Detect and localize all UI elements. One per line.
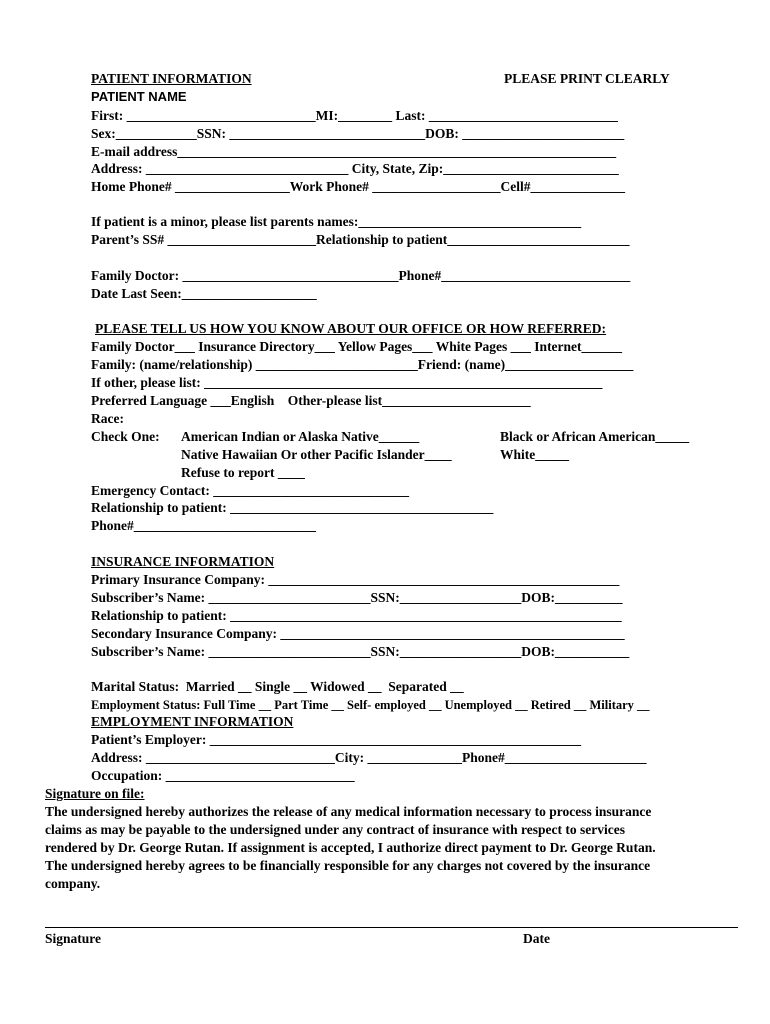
sex-ssn-dob-field[interactable]: Sex:____________SSN: _____________________________DOB: ________________________	[91, 126, 625, 141]
authorization-line: The undersigned hereby authorizes the release of any medical information necessary to process insurance	[45, 804, 652, 819]
marital-status-field[interactable]: Marital Status: Married __ Single __ Widowed __ Separated __	[91, 679, 464, 694]
check-one-label: Check One:	[91, 429, 160, 444]
authorization-line: The undersigned hereby agrees to be financially responsible for any charges not covered by the insurance	[45, 858, 651, 873]
date-last-seen-field[interactable]: Date Last Seen:____________________	[91, 286, 317, 301]
authorization-line: company.	[45, 876, 101, 891]
occupation-field[interactable]: Occupation: ____________________________	[91, 768, 355, 783]
race-option-white[interactable]: White_____	[500, 447, 569, 462]
insurance-heading: INSURANCE INFORMATION	[91, 554, 275, 569]
race-option-hawaiian[interactable]: Native Hawaiian Or other Pacific Islander____	[181, 447, 452, 462]
address-field[interactable]: Address: ______________________________ City, State, Zip:__________________________	[91, 161, 619, 176]
emergency-contact-field[interactable]: Emergency Contact: _____________________________	[91, 483, 409, 498]
relationship-field[interactable]: Relationship to patient: _______________________________________	[91, 500, 494, 515]
family-friend-field[interactable]: Family: (name/relationship) ________________________Friend: (name)___________________	[91, 357, 634, 372]
insurance-relationship-field[interactable]: Relationship to patient: __________________________________________________________	[91, 608, 622, 623]
employment-status-field[interactable]: Employment Status: Full Time __ Part Time __ Self- employed __ Unemployed __ Retired __ Military __	[91, 698, 650, 712]
race-option-refuse[interactable]: Refuse to report ____	[181, 465, 305, 480]
preferred-language-field[interactable]: Preferred Language ___English Other-please list______________________	[91, 393, 531, 408]
minor-parents-field[interactable]: If patient is a minor, please list parents names:_________________________________	[91, 214, 582, 229]
if-other-field[interactable]: If other, please list: ___________________________________________________________	[91, 375, 603, 390]
race-option-black[interactable]: Black or African American_____	[500, 429, 690, 444]
family-doctor-field[interactable]: Family Doctor: ________________________________Phone#____________________________	[91, 268, 631, 283]
signature-on-file-heading: Signature on file:	[45, 786, 145, 801]
patient-name-heading: PATIENT NAME	[91, 89, 187, 104]
subscriber-primary-field[interactable]: Subscriber’s Name: ________________________SSN:__________________DOB:__________	[91, 590, 623, 605]
employer-address-field[interactable]: Address: ____________________________City: ______________Phone#_____________________	[91, 750, 647, 765]
emergency-phone-field[interactable]: Phone#___________________________	[91, 518, 317, 533]
race-label: Race:	[91, 411, 124, 426]
signature-line[interactable]	[45, 927, 738, 928]
email-field[interactable]: E-mail address_________________________________________________________________	[91, 144, 617, 159]
employment-heading: EMPLOYMENT INFORMATION	[91, 714, 294, 729]
authorization-line: claims as may be payable to the undersigned under any contract of insurance with respect to services	[45, 822, 625, 837]
name-field[interactable]: First: ____________________________MI:________ Last: ____________________________	[91, 108, 618, 123]
referral-heading: PLEASE TELL US HOW YOU KNOW ABOUT OUR OFFICE OR HOW REFERRED:	[95, 321, 606, 336]
employer-field[interactable]: Patient’s Employer: _______________________________________________________	[91, 732, 581, 747]
date-label: Date	[523, 931, 550, 946]
authorization-line: rendered by Dr. George Rutan. If assignment is accepted, I authorize direct payment to Dr. George Rutan.	[45, 840, 656, 855]
primary-insurance-field[interactable]: Primary Insurance Company: ____________________________________________________	[91, 572, 620, 587]
race-option-native-american[interactable]: American Indian or Alaska Native______	[181, 429, 420, 444]
parent-ss-field[interactable]: Parent’s SS# ______________________Relationship to patient___________________________	[91, 232, 630, 247]
referral-sources-field[interactable]: Family Doctor___ Insurance Directory___ Yellow Pages___ White Pages ___ Internet______	[91, 339, 623, 354]
phones-field[interactable]: Home Phone# _________________Work Phone# ___________________Cell#______________	[91, 179, 625, 194]
secondary-insurance-field[interactable]: Secondary Insurance Company: ___________________________________________________	[91, 626, 625, 641]
signature-label: Signature	[45, 931, 102, 946]
print-clearly-notice: PLEASE PRINT CLEARLY	[504, 71, 670, 86]
section-title-patient-information: PATIENT INFORMATION	[91, 71, 252, 86]
subscriber-secondary-field[interactable]: Subscriber’s Name: ________________________SSN:__________________DOB:___________	[91, 644, 630, 659]
